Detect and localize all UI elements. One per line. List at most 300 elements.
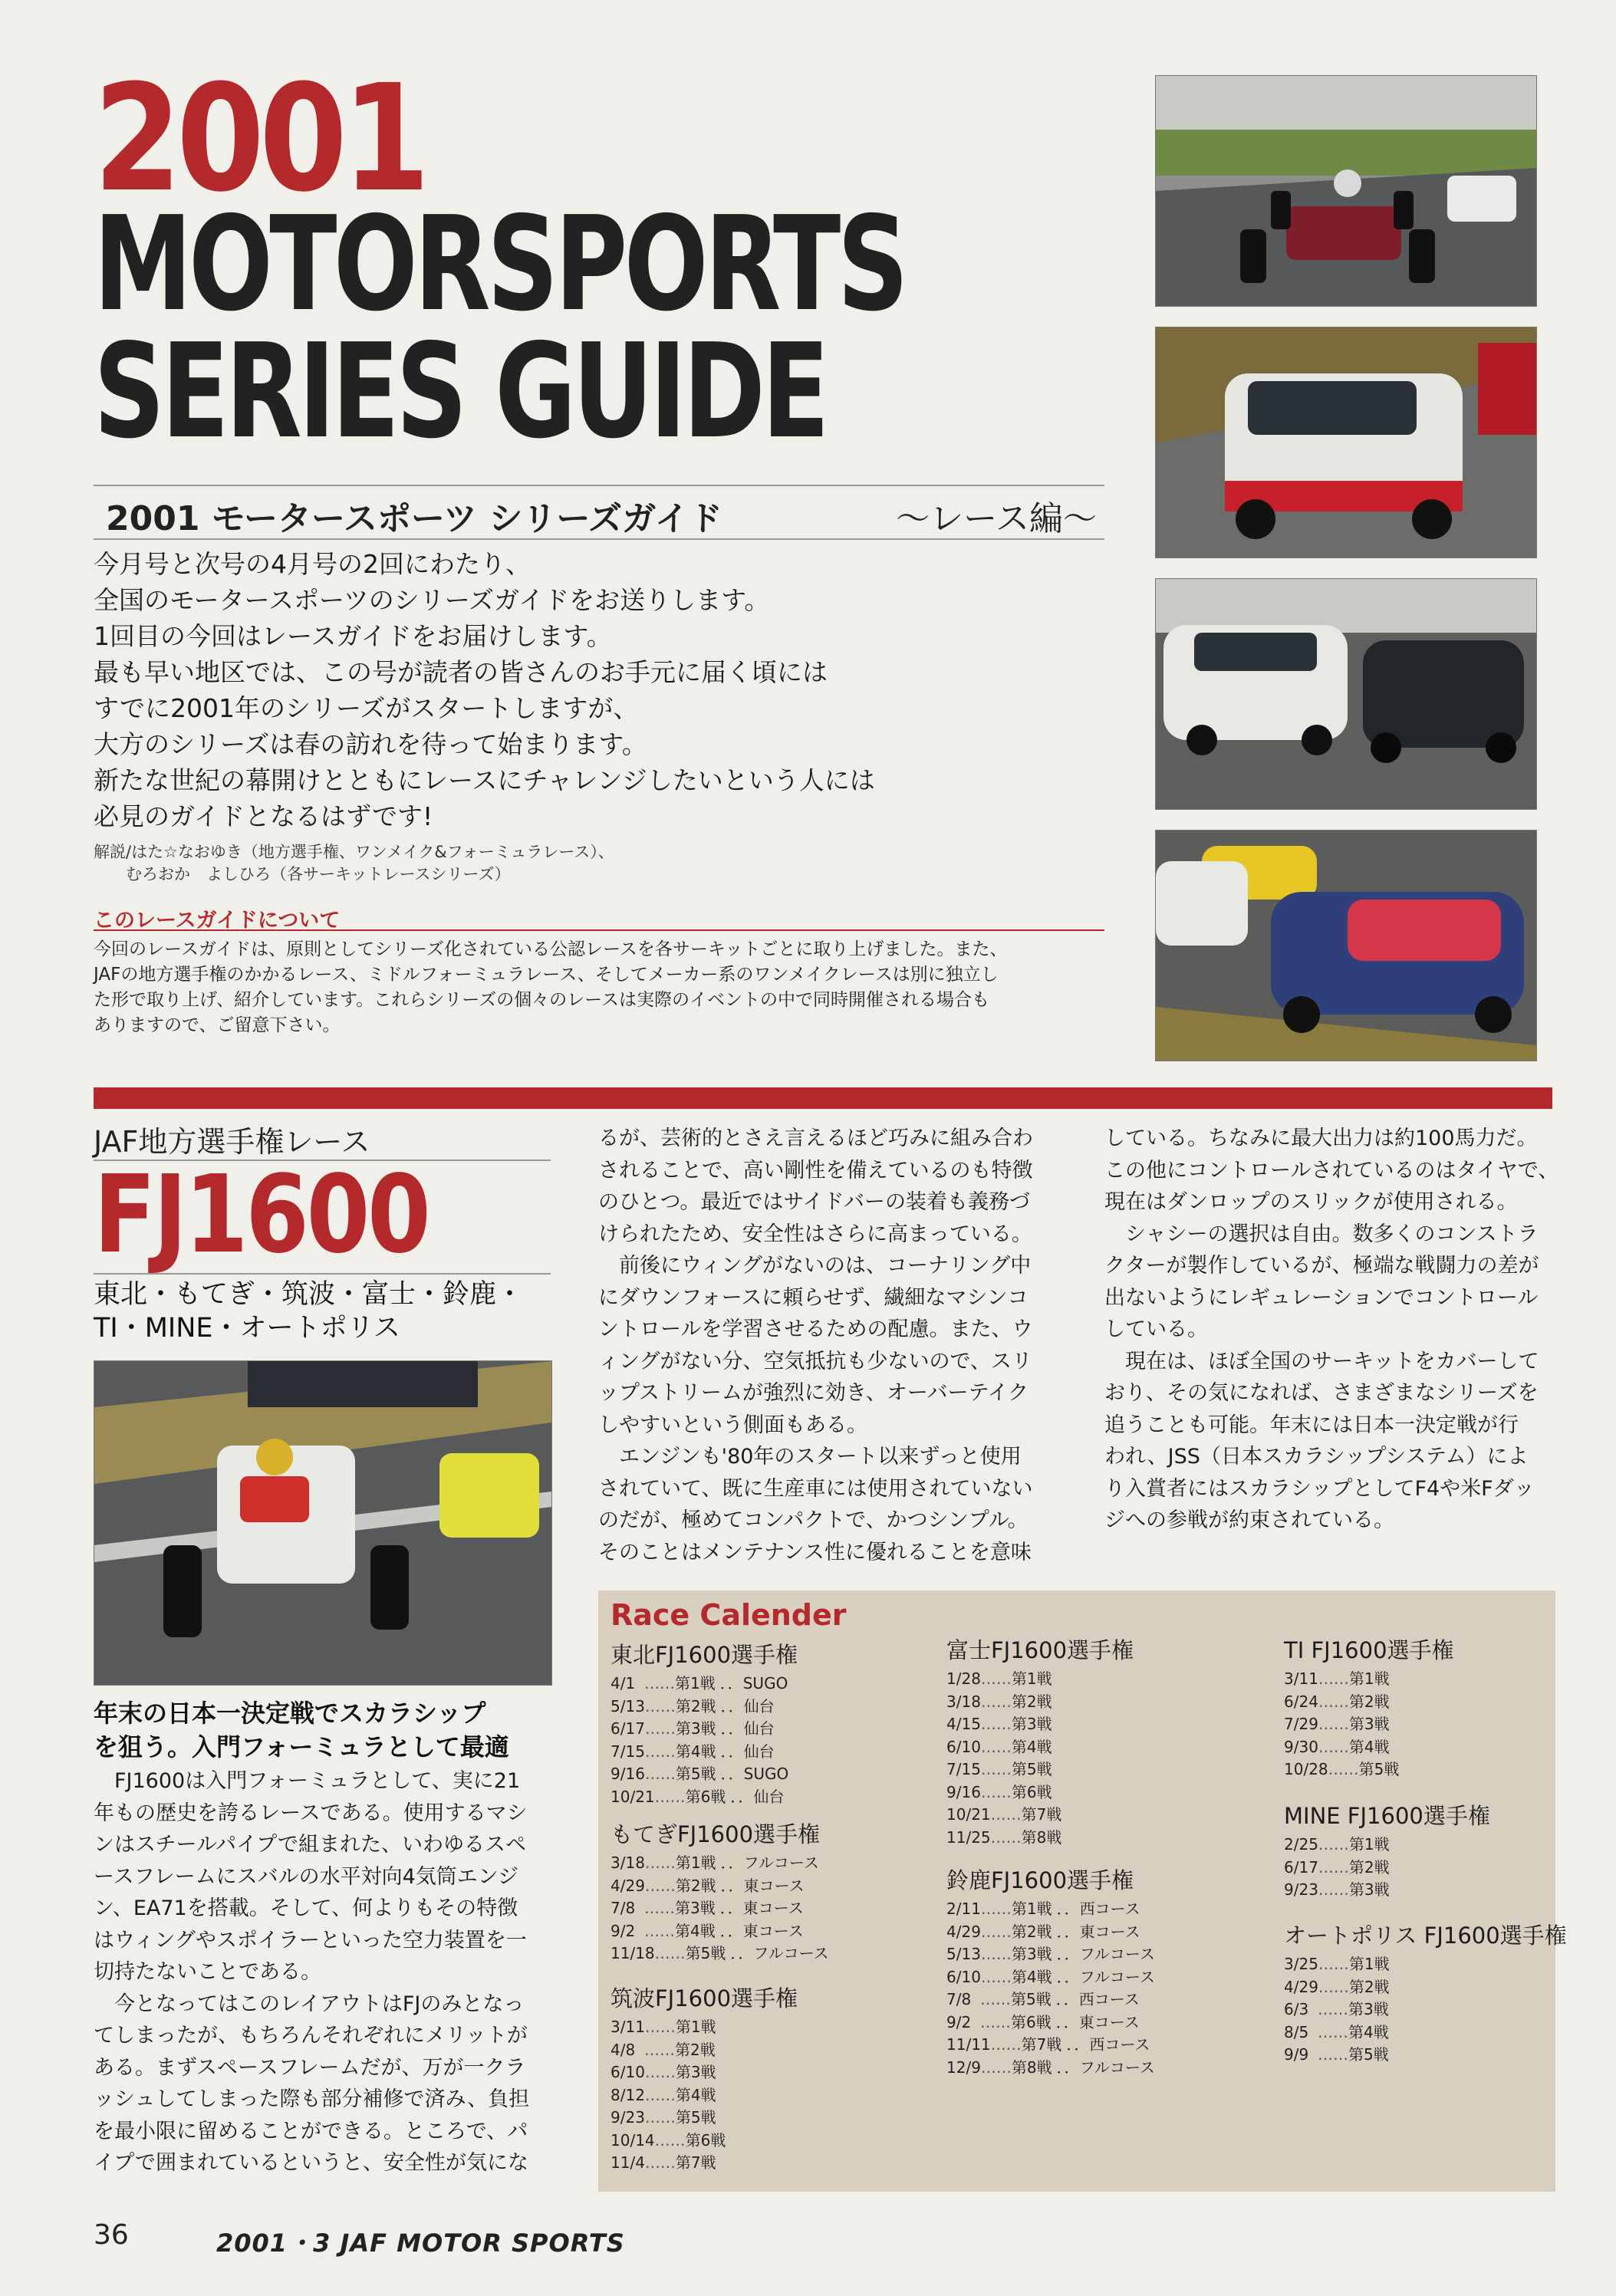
text-line: 現在は、ほぼ全国のサーキットをカバーして bbox=[1104, 1349, 1539, 1373]
calendar-section-mine bbox=[1284, 1799, 1490, 1902]
race-venue: ．．SUGO bbox=[720, 1765, 789, 1783]
calendar-race-row bbox=[611, 2130, 798, 2153]
race-round: 第4戦 bbox=[675, 1742, 716, 1761]
calendar-race-row bbox=[611, 2152, 798, 2175]
text-line: FJ1600は入門フォーミュラとして、実に21 bbox=[94, 1769, 521, 1793]
race-round: 第1戦 bbox=[1011, 1900, 1052, 1918]
dot-leader: …… bbox=[644, 1899, 675, 1917]
dot-leader: …… bbox=[644, 2085, 676, 2104]
page-number: 36 bbox=[94, 2219, 129, 2251]
dot-leader: …… bbox=[644, 1921, 675, 1940]
note-line: 今回のレースガイドは、原則としてシリーズ化されている公認レースを各サーキットごとに取り上げました。また、 bbox=[94, 939, 1008, 959]
intro-line: 最も早い地区では、この号が読者の皆さんのお手元に届く頃には bbox=[94, 657, 828, 687]
race-venue: ．．仙台 bbox=[720, 1696, 775, 1715]
text-line: ースフレームにスバルの水平対向4気筒エンジ bbox=[94, 1864, 519, 1889]
race-venue: ．．フルコース bbox=[1056, 1967, 1155, 1986]
calendar-title: Race Calender bbox=[611, 1598, 847, 1632]
dot-leader: …… bbox=[1318, 1737, 1349, 1756]
race-date: 9/16 bbox=[946, 1782, 981, 1801]
dot-leader: …… bbox=[980, 1967, 1012, 1986]
page-title bbox=[94, 189, 906, 468]
race-round: 第5戦 bbox=[675, 1765, 716, 1783]
subtitle-bar bbox=[94, 485, 1104, 540]
race-round: 第6戦 bbox=[1011, 2012, 1052, 2031]
series-title: FJ1600 bbox=[94, 1153, 429, 1278]
race-venue: ．．東コース bbox=[1055, 2012, 1140, 2031]
race-venue: ．．東コース bbox=[719, 1921, 804, 1940]
race-round: 第5戦 bbox=[1348, 2045, 1389, 2064]
calendar-race-row bbox=[946, 2034, 1155, 2057]
text-line: エンジンも'80年のスタート以来ずっと使用 bbox=[598, 1445, 1022, 1469]
race-round: 第3戦 bbox=[675, 2063, 716, 2081]
dot-leader: …… bbox=[644, 1876, 676, 1895]
race-date: 3/18 bbox=[611, 1854, 645, 1872]
race-date: 10/21 bbox=[611, 1787, 655, 1806]
calendar-race-row bbox=[946, 1691, 1134, 1714]
text-line: している。 bbox=[1104, 1317, 1208, 1341]
calendar-race-row bbox=[611, 1786, 798, 1809]
race-round: 第4戦 bbox=[1348, 1737, 1390, 1756]
calendar-race-row bbox=[611, 1920, 829, 1943]
calendar-series-name: 筑波FJ1600選手権 bbox=[611, 1985, 798, 2011]
race-round: 第8戦 bbox=[1021, 1827, 1062, 1847]
calendar-race-row bbox=[611, 2107, 798, 2130]
dot-leader: …… bbox=[644, 1696, 676, 1715]
dot-leader: …… bbox=[644, 2040, 675, 2059]
race-date: 1/28 bbox=[946, 1669, 981, 1688]
photo-touring-car bbox=[1155, 327, 1537, 558]
calendar-race-row bbox=[611, 1718, 798, 1741]
calendar-race-row bbox=[946, 1758, 1134, 1781]
intro-line: 今月号と次号の4月号の2回にわたり、 bbox=[94, 549, 531, 579]
race-round: 第4戦 bbox=[675, 1921, 716, 1940]
headline-line: 年末の日本一決定戦でスカラシップ bbox=[94, 1699, 486, 1728]
text-line: 現在はダンロップのスリックが使用される。 bbox=[1104, 1190, 1518, 1214]
race-date: 11/18 bbox=[611, 1944, 655, 1962]
calendar-race-row bbox=[946, 1781, 1134, 1804]
race-round: 第4戦 bbox=[1011, 1737, 1052, 1756]
text-line: にダウンフォースに頼らせず、繊細なマシンコ bbox=[598, 1285, 1029, 1310]
dot-leader: …… bbox=[1318, 2022, 1348, 2041]
magazine-footer: 2001・3 JAF MOTOR SPORTS bbox=[216, 2229, 625, 2258]
race-round: 第3戦 bbox=[1348, 1715, 1390, 1733]
race-venue: ．．仙台 bbox=[730, 1787, 785, 1806]
venues-line: TI・MINE・オートポリス bbox=[94, 1313, 400, 1344]
race-venue: ．．仙台 bbox=[720, 1719, 775, 1738]
note-line: た形で取り上げ、紹介しています。これらシリーズの個々のレースは実際のイベントの中で同時開催される場合も bbox=[94, 990, 989, 1010]
calendar-race-row bbox=[946, 1988, 1155, 2011]
race-round: 第4戦 bbox=[675, 2085, 716, 2104]
calendar-section-motegi bbox=[611, 1817, 829, 1965]
race-date: 9/30 bbox=[1284, 1737, 1318, 1756]
dot-leader: …… bbox=[644, 1719, 676, 1738]
text-line: てしまったが、もちろんそれぞれにメリットが bbox=[94, 2024, 528, 2048]
race-date: 6/24 bbox=[1284, 1692, 1318, 1711]
race-date: 11/4 bbox=[611, 2153, 645, 2172]
race-date: 8/5 bbox=[1284, 2022, 1309, 2041]
dot-leader: …… bbox=[980, 1692, 1012, 1711]
race-round: 第2戦 bbox=[675, 2040, 716, 2059]
calendar-race-row bbox=[1284, 1834, 1490, 1857]
race-round: 第1戦 bbox=[1348, 1955, 1390, 1973]
race-date: 10/21 bbox=[946, 1805, 991, 1824]
text-line: るが、芸術的とさえ言えるほど巧みに組み合わ bbox=[598, 1127, 1033, 1150]
dot-leader: …… bbox=[1318, 2000, 1348, 2018]
calendar-race-row bbox=[1284, 1998, 1567, 2021]
photo-roadster-race bbox=[1155, 830, 1537, 1061]
text-line: ある。まずスペースフレームだが、万が一クラ bbox=[94, 2055, 526, 2080]
calendar-race-row bbox=[611, 1673, 798, 1696]
race-round: 第4戦 bbox=[1011, 1967, 1052, 1986]
divider bbox=[94, 929, 1104, 931]
category-label: JAF地方選手権レース bbox=[94, 1125, 370, 1159]
race-date: 6/17 bbox=[611, 1719, 645, 1738]
race-round: 第1戦 bbox=[1348, 1835, 1390, 1854]
race-round: 第3戦 bbox=[1011, 1715, 1052, 1733]
race-round: 第2戦 bbox=[675, 1876, 716, 1895]
calendar-section-fuji bbox=[946, 1633, 1134, 1849]
intro-line: 新たな世紀の幕開けとともにレースにチャレンジしたいという人には bbox=[94, 765, 875, 795]
text-line: この他にコントロールされているのはタイヤで、 bbox=[1104, 1158, 1559, 1183]
dot-leader: …… bbox=[1318, 2045, 1348, 2064]
venues-line: 東北・もてぎ・筑波・富士・鈴鹿・ bbox=[94, 1279, 524, 1310]
calendar-race-row bbox=[1284, 1758, 1454, 1781]
headline-line: を狙う。入門フォーミュラとして最適 bbox=[94, 1732, 509, 1761]
text-line: ン、EA71を搭載。そして、何よりもその特徴 bbox=[94, 1896, 518, 1920]
race-date: 4/8 bbox=[611, 2040, 636, 2059]
race-round: 第1戦 bbox=[675, 2018, 716, 2036]
race-date: 6/10 bbox=[946, 1737, 981, 1756]
text-line: そのことはメンテナンス性に優れることを意味 bbox=[598, 1540, 1032, 1564]
dot-leader: …… bbox=[1318, 1977, 1349, 1996]
calendar-section-autopolis bbox=[1284, 1919, 1567, 2067]
text-line: している。ちなみに最大出力は約100馬力だ。 bbox=[1104, 1127, 1538, 1150]
text-line: されることで、高い剛性を備えているのも特徴 bbox=[598, 1158, 1033, 1183]
text-line: クターが製作しているが、極端な戦闘力の差が bbox=[1104, 1254, 1539, 1278]
dot-leader: …… bbox=[644, 2108, 676, 2127]
calendar-race-row bbox=[946, 1898, 1155, 1921]
credit-line: むろおか よしひろ（各サーキットレースシリーズ） bbox=[94, 865, 511, 883]
race-round: 第2戦 bbox=[1348, 1977, 1390, 1996]
dot-leader: …… bbox=[980, 1737, 1012, 1756]
race-venue: ．．フルコース bbox=[720, 1854, 819, 1872]
race-venue: ．．東コース bbox=[720, 1876, 805, 1895]
venues-list bbox=[94, 1278, 523, 1345]
intro-line: 必見のガイドとなるはずです! bbox=[94, 801, 433, 831]
race-venue: ．．東コース bbox=[1056, 1922, 1140, 1941]
text-line: のだが、極めてコンパクトで、かつシンプル。 bbox=[598, 1508, 1029, 1532]
race-date: 2/11 bbox=[946, 1900, 981, 1918]
title-line-2: SERIES GUIDE bbox=[94, 316, 826, 468]
text-line: イプで囲まれているというと、安全性が気にな bbox=[94, 2151, 528, 2175]
calendar-race-row bbox=[1284, 2044, 1567, 2067]
text-line: おり、その気になれば、さまざまなシリーズを bbox=[1104, 1381, 1539, 1405]
race-date: 3/18 bbox=[946, 1692, 981, 1711]
text-line: 年もの歴史を誇るレースである。使用するマシ bbox=[94, 1801, 528, 1825]
dot-leader: …… bbox=[980, 1990, 1011, 2008]
race-date: 12/9 bbox=[946, 2058, 981, 2077]
race-round: 第2戦 bbox=[1011, 1922, 1052, 1941]
race-date: 6/10 bbox=[946, 1967, 981, 1986]
dot-leader: …… bbox=[644, 2018, 676, 2036]
race-date: 3/25 bbox=[1284, 1955, 1318, 1973]
race-date: 5/13 bbox=[611, 1696, 645, 1715]
text-line: されていて、既に生産車には使用されていない bbox=[598, 1476, 1033, 1501]
text-line: ッシュしてしまった際も部分補修で済み、負担 bbox=[94, 2087, 530, 2111]
race-date: 9/2 bbox=[611, 1921, 636, 1940]
race-date: 9/2 bbox=[946, 2012, 972, 2031]
calendar-race-row bbox=[946, 1668, 1134, 1691]
dot-leader: …… bbox=[990, 1805, 1022, 1824]
text-line: を最小限に留めることができる。ところで、パ bbox=[94, 2119, 528, 2143]
calendar-series-name: TI FJ1600選手権 bbox=[1284, 1637, 1454, 1663]
race-date: 10/28 bbox=[1284, 1760, 1328, 1778]
race-round: 第8戦 bbox=[1011, 2058, 1052, 2077]
calendar-series-name: 鈴鹿FJ1600選手権 bbox=[946, 1867, 1134, 1893]
race-venue: ．．西コース bbox=[1066, 2035, 1150, 2054]
race-date: 7/15 bbox=[946, 1760, 981, 1778]
dot-leader: …… bbox=[980, 1760, 1012, 1778]
calendar-race-row bbox=[946, 1966, 1155, 1989]
dot-leader: …… bbox=[654, 1787, 686, 1806]
race-round: 第1戦 bbox=[675, 1854, 716, 1872]
race-round: 第6戦 bbox=[685, 2130, 726, 2150]
title-line-1: MOTORSPORTS bbox=[94, 189, 906, 340]
article-col-2 bbox=[598, 1123, 1033, 1568]
dot-leader: …… bbox=[1328, 1760, 1359, 1778]
calendar-race-row bbox=[946, 1804, 1134, 1827]
text-line: しやすいという側面もある。 bbox=[598, 1413, 867, 1437]
race-date: 4/29 bbox=[946, 1922, 981, 1941]
calendar-race-row bbox=[611, 2039, 798, 2062]
photo-sedan-race bbox=[1155, 578, 1537, 810]
race-round: 第1戦 bbox=[1348, 1669, 1390, 1688]
text-line: 前後にウィングがないのは、コーナリング中 bbox=[598, 1254, 1032, 1278]
calendar-series-name: もてぎFJ1600選手権 bbox=[611, 1821, 821, 1847]
race-venue: ．．フルコース bbox=[1056, 2058, 1155, 2077]
intro-line: 大方のシリーズは春の訪れを待って始まります。 bbox=[94, 729, 647, 759]
race-date: 9/9 bbox=[1284, 2045, 1309, 2064]
race-date: 9/23 bbox=[611, 2108, 645, 2127]
intro-line: すでに2001年のシリーズがスタートしますが、 bbox=[94, 693, 639, 723]
title-year: 2001 bbox=[94, 54, 426, 225]
race-venue: ．．フルコース bbox=[1056, 1945, 1155, 1963]
race-date: 7/15 bbox=[611, 1742, 645, 1761]
subtitle-suffix: ～レース編～ bbox=[896, 499, 1097, 538]
race-round: 第6戦 bbox=[1011, 1782, 1052, 1801]
race-date: 7/29 bbox=[1284, 1715, 1318, 1733]
dot-leader: …… bbox=[980, 1782, 1012, 1801]
race-round: 第7戦 bbox=[1021, 2035, 1062, 2054]
calendar-race-row bbox=[946, 1943, 1155, 1966]
race-date: 4/29 bbox=[1284, 1977, 1318, 1996]
text-line: 出ないようにレギュレーションでコントロール bbox=[1104, 1285, 1539, 1310]
credit-line: 解説/はた☆なおゆき（地方選手権、ワンメイク&フォーミュラレース）、 bbox=[94, 843, 614, 861]
calendar-race-row bbox=[946, 1921, 1155, 1944]
calendar-race-row bbox=[946, 2011, 1155, 2034]
calendar-race-row bbox=[611, 1942, 829, 1965]
dot-leader: …… bbox=[654, 1944, 686, 1962]
intro-text bbox=[94, 546, 1037, 834]
calendar-series-name: 富士FJ1600選手権 bbox=[946, 1637, 1134, 1663]
race-round: 第3戦 bbox=[1348, 2000, 1389, 2018]
race-date: 9/16 bbox=[611, 1765, 645, 1783]
race-round: 第5戦 bbox=[675, 2108, 716, 2127]
race-round: 第1戦 bbox=[1011, 1669, 1052, 1688]
dot-leader: …… bbox=[980, 1669, 1012, 1688]
text-line: われ、JSS（日本スカラシップシステム）によ bbox=[1104, 1445, 1529, 1469]
calendar-race-row bbox=[611, 1763, 798, 1786]
race-date: 6/3 bbox=[1284, 2000, 1309, 2018]
article-headline bbox=[94, 1696, 509, 1764]
race-date: 2/25 bbox=[1284, 1835, 1318, 1854]
note-line: ありますので、ご留意下さい。 bbox=[94, 1015, 341, 1035]
note-line: JAFの地方選手権のかかるレース、ミドルフォーミュラレース、そしてメーカー系のワンメイクレースは別に独立し bbox=[94, 965, 999, 985]
dot-leader: …… bbox=[644, 2063, 676, 2081]
calendar-race-row bbox=[1284, 1879, 1490, 1902]
race-round: 第3戦 bbox=[1011, 1945, 1052, 1963]
race-date: 4/15 bbox=[946, 1715, 981, 1733]
race-venue: ．．フルコース bbox=[730, 1944, 829, 1962]
text-line: シャシーの選択は自由。数多くのコンストラ bbox=[1104, 1222, 1539, 1246]
calendar-race-row bbox=[946, 2057, 1155, 2080]
race-round: 第5戦 bbox=[1358, 1760, 1400, 1778]
race-round: 第2戦 bbox=[675, 1696, 716, 1715]
race-round: 第3戦 bbox=[1348, 1880, 1390, 1899]
calendar-race-row bbox=[611, 2016, 798, 2039]
text-line: 切持たないことである。 bbox=[94, 1960, 321, 1984]
race-venue: ．．西コース bbox=[1056, 1900, 1140, 1918]
article-col-3 bbox=[1104, 1123, 1558, 1537]
race-round: 第5戦 bbox=[1011, 1990, 1052, 2008]
calendar-race-row bbox=[1284, 1736, 1454, 1759]
calendar-section-tohoku bbox=[611, 1638, 798, 1808]
calendar-race-row bbox=[1284, 1691, 1454, 1714]
dot-leader: …… bbox=[1318, 1880, 1349, 1899]
race-date: 8/12 bbox=[611, 2085, 645, 2104]
text-line: のひとつ。最近ではサイドバーの装着も義務づ bbox=[598, 1190, 1030, 1214]
race-date: 3/11 bbox=[1284, 1669, 1318, 1688]
race-date: 9/23 bbox=[1284, 1880, 1318, 1899]
calendar-series-name: MINE FJ1600選手権 bbox=[1284, 1803, 1490, 1829]
race-round: 第2戦 bbox=[1011, 1692, 1052, 1711]
dot-leader: …… bbox=[980, 1922, 1012, 1941]
race-date: 11/11 bbox=[946, 2035, 991, 2054]
race-date: 7/8 bbox=[611, 1899, 636, 1917]
race-venue: ．．東コース bbox=[719, 1899, 804, 1917]
article-col-1 bbox=[94, 1765, 529, 2179]
calendar-race-row bbox=[1284, 2021, 1567, 2044]
text-line: 追うことも可能。年末には日本一決定戦が行 bbox=[1104, 1413, 1519, 1437]
dot-leader: …… bbox=[1318, 1715, 1349, 1733]
photo-formula-race bbox=[1155, 75, 1537, 307]
calendar-race-row bbox=[1284, 1857, 1490, 1880]
race-date: 4/1 bbox=[611, 1674, 636, 1692]
text-line: ジへの参戦が約束されている。 bbox=[1104, 1508, 1394, 1532]
race-venue: ．．仙台 bbox=[720, 1742, 775, 1761]
guide-note-body bbox=[94, 937, 1104, 1038]
calendar-race-row bbox=[946, 1827, 1134, 1850]
calendar-series-name: オートポリス FJ1600選手権 bbox=[1284, 1923, 1567, 1949]
credits bbox=[94, 841, 614, 886]
calendar-race-row bbox=[611, 1852, 829, 1875]
calendar-race-row bbox=[611, 1897, 829, 1920]
race-date: 11/25 bbox=[946, 1827, 991, 1847]
race-date: 4/29 bbox=[611, 1876, 645, 1895]
calendar-race-row bbox=[1284, 1713, 1454, 1736]
race-round: 第7戦 bbox=[1021, 1805, 1062, 1824]
race-date: 7/8 bbox=[946, 1990, 972, 2008]
race-round: 第2戦 bbox=[1348, 1692, 1390, 1711]
race-date: 10/14 bbox=[611, 2130, 655, 2150]
text-line: り入賞者にはスカラシップとしてF4や米Fダッ bbox=[1104, 1476, 1535, 1501]
calendar-race-row bbox=[611, 1875, 829, 1898]
calendar-section-ti bbox=[1284, 1633, 1454, 1781]
dot-leader: …… bbox=[990, 1827, 1022, 1847]
calendar-race-row bbox=[611, 1696, 798, 1719]
calendar-section-suzuka bbox=[946, 1863, 1155, 2079]
race-date: 6/17 bbox=[1284, 1857, 1318, 1877]
dot-leader: …… bbox=[980, 1945, 1012, 1963]
race-round: 第5戦 bbox=[685, 1944, 726, 1962]
text-line: はウィングやスポイラーといった空力装置を一 bbox=[94, 1928, 527, 1952]
race-round: 第7戦 bbox=[675, 2153, 716, 2172]
race-round: 第3戦 bbox=[675, 1899, 716, 1917]
dot-leader: …… bbox=[644, 1854, 676, 1872]
calendar-race-row bbox=[611, 1741, 798, 1764]
race-date: 3/11 bbox=[611, 2018, 645, 2036]
calendar-series-name: 東北FJ1600選手権 bbox=[611, 1642, 798, 1668]
race-round: 第1戦 bbox=[675, 1674, 716, 1692]
dot-leader: …… bbox=[1318, 1835, 1349, 1854]
guide-note-heading: このレースガイドについて bbox=[94, 909, 341, 933]
text-line: ップストリームが強烈に効き、オーバーテイク bbox=[598, 1381, 1029, 1405]
intro-line: 1回目の今回はレースガイドをお届けします。 bbox=[94, 621, 612, 651]
dot-leader: …… bbox=[644, 2153, 676, 2172]
intro-line: 全国のモータースポーツのシリーズガイドをお送りします。 bbox=[94, 585, 770, 615]
dot-leader: …… bbox=[1318, 1857, 1349, 1877]
calendar-race-row bbox=[1284, 1976, 1567, 1999]
race-venue: ．．SUGO bbox=[719, 1674, 788, 1692]
calendar-race-row bbox=[1284, 1668, 1454, 1691]
dot-leader: …… bbox=[990, 2035, 1022, 2054]
subtitle: 2001 モータースポーツ シリーズガイド bbox=[106, 499, 722, 538]
race-round: 第6戦 bbox=[685, 1787, 726, 1806]
dot-leader: …… bbox=[980, 1900, 1012, 1918]
dot-leader: …… bbox=[644, 1765, 676, 1783]
dot-leader: …… bbox=[1318, 1669, 1349, 1688]
photo-fj1600-cars bbox=[94, 1360, 552, 1686]
calendar-race-row bbox=[946, 1736, 1134, 1759]
calendar-race-row bbox=[1284, 1953, 1567, 1976]
race-round: 第3戦 bbox=[675, 1719, 716, 1738]
text-line: ントロールを学習させるための配慮。また、ウ bbox=[598, 1317, 1033, 1341]
race-round: 第2戦 bbox=[1348, 1857, 1390, 1877]
calendar-race-row bbox=[611, 2061, 798, 2084]
dot-leader: …… bbox=[1318, 1955, 1349, 1973]
calendar-race-row bbox=[611, 2084, 798, 2107]
text-line: ィングがない分、空気抵抗も少ないので、スリ bbox=[598, 1349, 1032, 1373]
dot-leader: …… bbox=[980, 1715, 1012, 1733]
divider bbox=[94, 1273, 551, 1275]
dot-leader: …… bbox=[980, 2012, 1011, 2031]
text-line: ンはスチールパイプで組まれた、いわゆるスペ bbox=[94, 1833, 527, 1857]
dot-leader: …… bbox=[980, 2058, 1012, 2077]
text-line: けられたため、安全性はさらに高まっている。 bbox=[598, 1222, 1032, 1246]
dot-leader: …… bbox=[644, 1742, 676, 1761]
dot-leader: …… bbox=[1318, 1692, 1349, 1711]
race-venue: ．．西コース bbox=[1055, 1990, 1140, 2008]
